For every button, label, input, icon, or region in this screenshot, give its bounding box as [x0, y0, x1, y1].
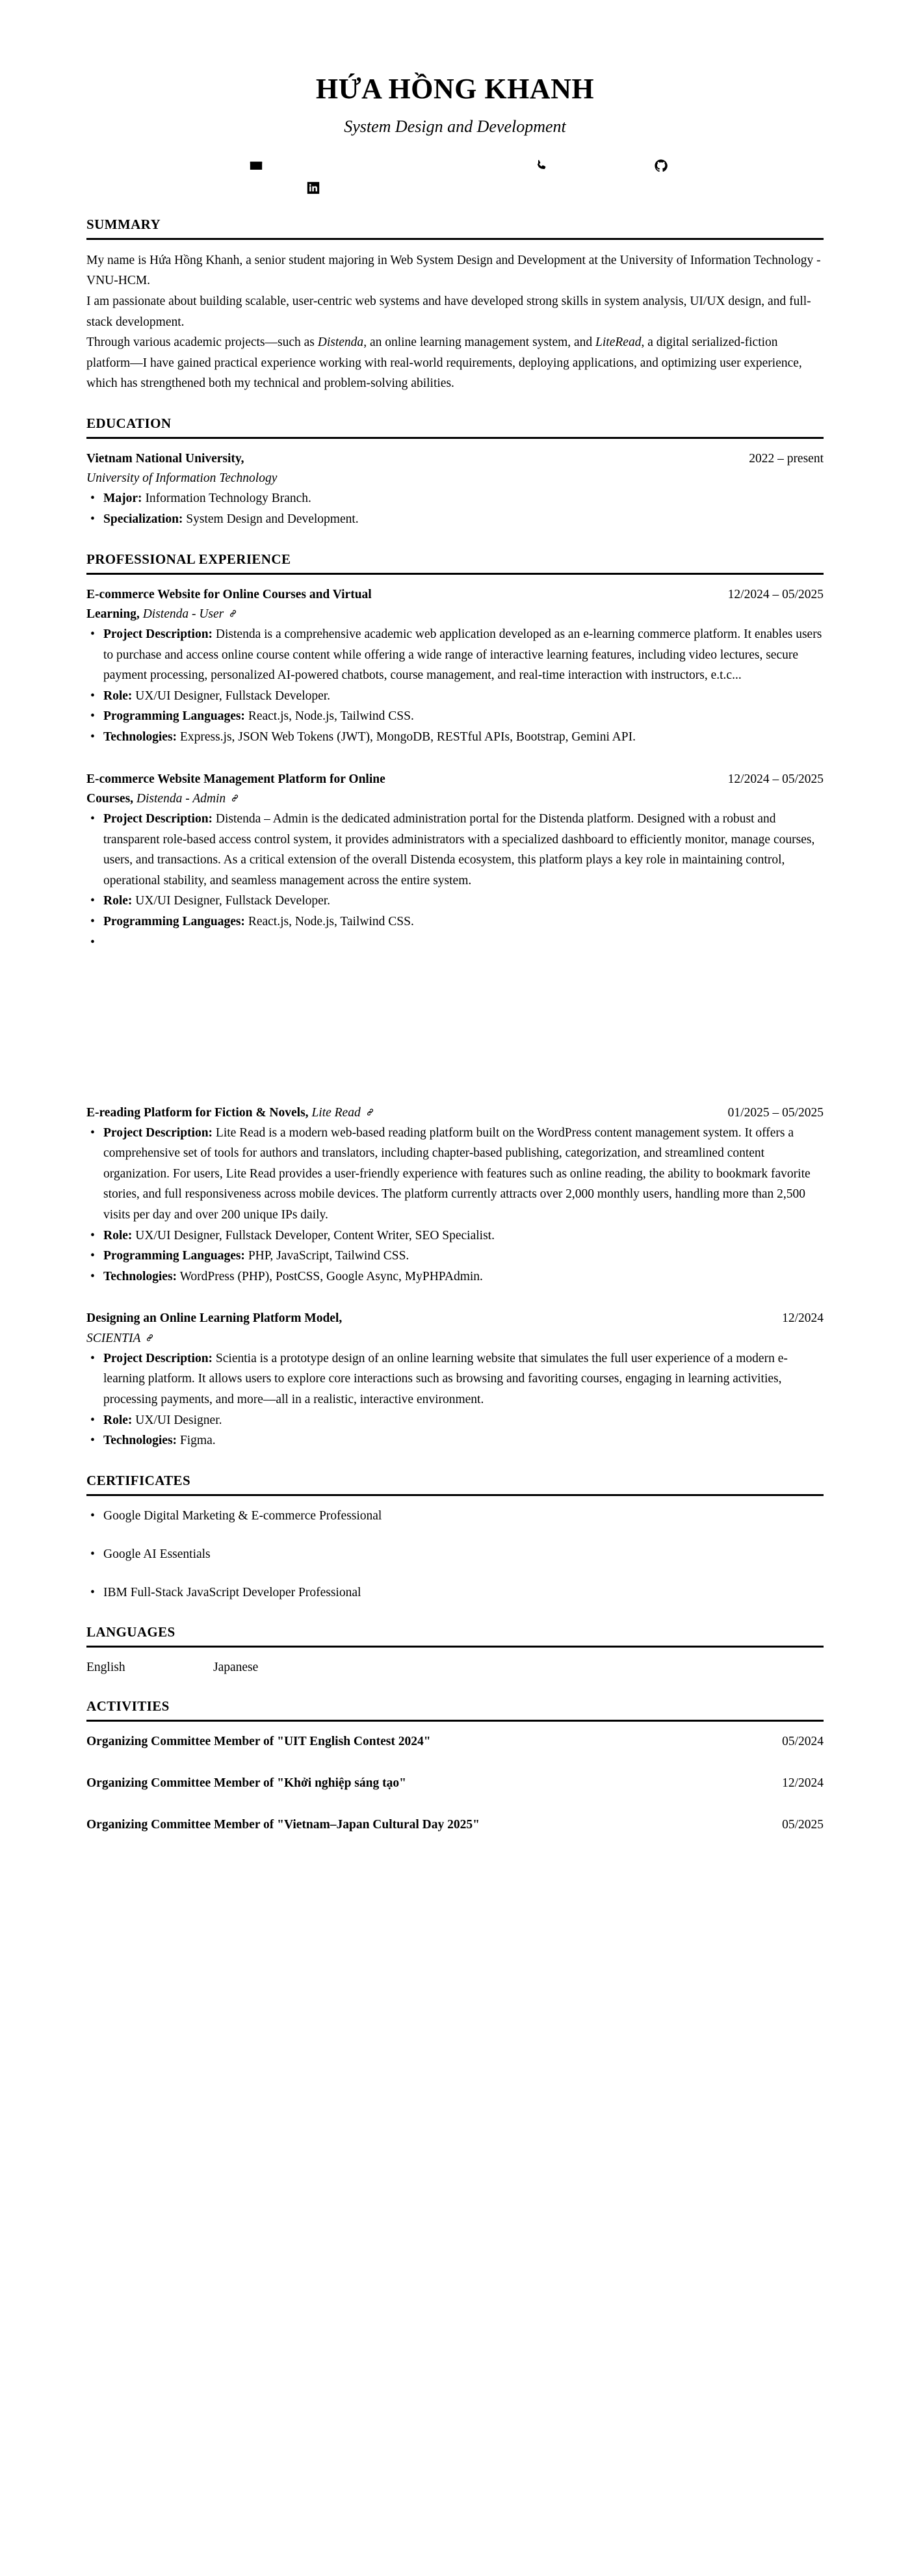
activity-date: 05/2025	[782, 1818, 824, 1832]
experience-project-name: Distenda - Admin	[133, 791, 226, 806]
activity-title: Organizing Committee Member of "Khởi nghiệp sáng tạo"	[86, 1776, 406, 1791]
email-icon	[249, 159, 263, 173]
candidate-subtitle: System Design and Development	[344, 116, 566, 136]
section-certificates	[86, 1473, 824, 1603]
bullet-label: Role:	[103, 894, 133, 908]
list-item	[86, 891, 824, 912]
activity-date: 05/2024	[782, 1734, 824, 1748]
experience-date: 12/2024	[782, 1311, 824, 1326]
list-item	[86, 686, 824, 707]
activity-head	[86, 1732, 824, 1752]
contact-row-secondary	[86, 181, 910, 195]
experience-entry-head	[86, 585, 824, 624]
education-entry-head	[86, 449, 824, 469]
experience-entry	[86, 770, 824, 953]
activity-head	[86, 1815, 824, 1835]
activity-entry	[86, 1815, 824, 1835]
language-item: English	[86, 1660, 125, 1674]
bullet-label: Project Description:	[103, 812, 213, 826]
experience-date: 12/2024 – 05/2025	[727, 587, 824, 601]
phone-icon	[534, 159, 549, 173]
section-title-languages: LANGUAGES	[86, 1623, 176, 1640]
bullet-text: UX/UI Designer, Fullstack Developer.	[132, 894, 331, 908]
bullet-text: Express.js, JSON Web Tokens (JWT), MongoDB, RESTful APIs, Bootstrap, Gemini API.	[177, 730, 636, 744]
activity-title: Organizing Committee Member of "Vietnam–Japan Cultural Day 2025"	[86, 1818, 480, 1832]
bullet-label: Technologies:	[103, 730, 177, 744]
summary-line-3-c: , an online learning management system, and	[363, 335, 596, 350]
section-title-activities: ACTIVITIES	[86, 1698, 170, 1714]
section-title-experience: PROFESSIONAL EXPERIENCE	[86, 551, 291, 567]
bullet-text: System Design and Development.	[183, 512, 359, 527]
bullet-label: Programming Languages:	[103, 709, 245, 724]
list-item	[86, 1246, 824, 1267]
list-item	[86, 1123, 824, 1226]
list-item	[86, 706, 824, 727]
experience-project-name: Distenda - User	[139, 607, 224, 621]
contact-phone[interactable]	[534, 159, 553, 173]
bullet-text: Lite Read is a modern web-based reading platform built on the WordPress content management system. It offers a comprehensive set of tools for authors and translators, including chapter-based publishing, categorization, and streamlined content organization. For users, Lite Read provides a user-friendly experience with features such as online reading, the ability to bookmark favorite stories, and full responsiveness across mobile devices. The platform currently attracts over 2,000 monthly users, handling more than 2,500 visits per day and over 200 unique IPs daily.	[103, 1125, 811, 1222]
summary-body	[86, 250, 824, 394]
contact-email[interactable]	[249, 159, 268, 173]
section-experience	[86, 552, 824, 1451]
bullet-label: Programming Languages:	[103, 914, 245, 928]
summary-line-3-e: , a digital serialized-fiction platform—I have gained practical experience working with real-world requirements, deploying applications, and optimizing user experience, which has strengthened both my technical and problem-solving abilities.	[86, 335, 802, 391]
experience-entry-head	[86, 1309, 824, 1348]
bullet-text: WordPress (PHP), PostCSS, Google Async, MyPHPAdmin.	[177, 1269, 483, 1283]
page-break-spacer	[86, 953, 824, 1103]
section-divider	[86, 1646, 824, 1648]
list-item	[86, 912, 824, 932]
education-school: Vietnam National University,	[86, 452, 244, 466]
bullet-label: Specialization:	[103, 512, 183, 527]
experience-entry-head	[86, 1103, 824, 1123]
summary-line-3	[86, 332, 824, 394]
link-icon[interactable]	[145, 1333, 155, 1343]
candidate-name: HỨA HỒNG KHANH	[315, 73, 595, 105]
list-item	[86, 509, 824, 530]
education-bullets	[86, 488, 824, 529]
list-item: • Google Digital Marketing & E-commerce Professional	[86, 1506, 824, 1525]
experience-title	[86, 585, 593, 624]
languages-row	[86, 1658, 824, 1677]
bullet-text: UX/UI Designer, Fullstack Developer, Content Writer, SEO Specialist.	[132, 1228, 495, 1242]
experience-title	[86, 1309, 593, 1348]
bullet-label: Role:	[103, 689, 133, 703]
experience-title-line2: Learning,	[86, 607, 140, 621]
experience-title	[86, 1103, 593, 1123]
bullet-text: React.js, Node.js, Tailwind CSS.	[244, 914, 414, 928]
list-item	[86, 1226, 824, 1246]
bullet-text: Figma.	[177, 1434, 216, 1448]
section-title-education: EDUCATION	[86, 415, 172, 431]
section-title-summary: SUMMARY	[86, 216, 161, 232]
section-summary	[86, 217, 824, 394]
experience-entry	[86, 1103, 824, 1287]
certificates-list	[86, 1506, 824, 1603]
experience-bullets	[86, 1123, 824, 1287]
experience-entry	[86, 585, 824, 748]
experience-title-line2: Courses,	[86, 791, 134, 806]
bullet-label: Project Description:	[103, 627, 213, 642]
list-item	[86, 809, 824, 891]
summary-project-distenda: Distenda	[317, 335, 364, 350]
linkedin-icon	[306, 181, 320, 195]
summary-line-2: I am passionate about building scalable, user-centric web systems and have developed strong skills in system analysis, UI/UX design, and full-stack development.	[86, 295, 811, 329]
experience-bullets	[86, 809, 824, 952]
list-item: • IBM Full-Stack JavaScript Developer Professional	[86, 1583, 824, 1602]
experience-project-name: SCIENTIA	[86, 1331, 141, 1345]
activity-title: Organizing Committee Member of "UIT English Contest 2024"	[86, 1734, 431, 1748]
bullet-label: Project Description:	[103, 1125, 213, 1140]
contact-linkedin[interactable]	[306, 181, 325, 195]
contact-github[interactable]	[654, 159, 673, 173]
experience-title-line1: Designing an Online Learning Platform Model,	[86, 1311, 343, 1326]
bullet-label: Major:	[103, 492, 142, 506]
bullet-text: Distenda – Admin is the dedicated administration portal for the Distenda platform. Designed with a robust and transparent role-based access control system, it provides administrators with a specialized dashboard to efficiently monitor, manage courses, users, and transactions. As a critical extension of the overall Distenda ecosystem, this platform plays a key role in maintaining control, operational stability, and seamless management across the entire system.	[103, 812, 815, 887]
activity-head	[86, 1774, 824, 1793]
list-item	[86, 1410, 824, 1431]
experience-project-name: Lite Read	[308, 1105, 361, 1120]
experience-bullets	[86, 624, 824, 747]
list-item	[86, 727, 824, 748]
section-languages	[86, 1625, 824, 1677]
experience-title-line1: E-reading Platform for Fiction & Novels,	[86, 1105, 309, 1120]
bullet-label: Programming Languages:	[103, 1249, 245, 1263]
list-item	[86, 1267, 824, 1287]
list-item	[86, 488, 824, 509]
bullet-label: Project Description:	[103, 1351, 213, 1365]
section-divider	[86, 238, 824, 240]
list-item	[86, 1430, 824, 1451]
bullet-text: Distenda is a comprehensive academic web application developed as an e-learning commerce platform. It enables users to purchase and access online course content while offering a wide range of interactive learning features, including video lectures, secure payment processing, personalized AI-powered chatbots, course management, and real-time interaction with instructors, e.t.c...	[103, 627, 822, 683]
bullet-label: Role:	[103, 1413, 133, 1427]
contact-row-primary	[86, 159, 824, 173]
bullet-text: UX/UI Designer, Fullstack Developer.	[132, 689, 331, 703]
experience-entry-head	[86, 770, 824, 809]
github-icon	[654, 159, 668, 173]
list-item	[86, 1348, 824, 1410]
education-entry	[86, 449, 824, 530]
experience-title-line1: E-commerce Website for Online Courses and Virtual	[86, 587, 372, 601]
experience-title-line1: E-commerce Website Management Platform for Online	[86, 772, 385, 786]
list-item	[86, 624, 824, 686]
link-icon[interactable]	[365, 1107, 375, 1117]
experience-entry	[86, 1309, 824, 1451]
section-divider	[86, 1720, 824, 1722]
section-activities	[86, 1699, 824, 1835]
section-title-certificates: CERTIFICATES	[86, 1472, 191, 1488]
list-item-empty	[86, 932, 824, 953]
bullet-text: PHP, JavaScript, Tailwind CSS.	[244, 1249, 410, 1263]
section-divider	[86, 573, 824, 575]
link-icon[interactable]	[228, 609, 238, 618]
list-item: • Google AI Essentials	[86, 1545, 824, 1564]
activity-entry	[86, 1774, 824, 1793]
bullet-label: Role:	[103, 1228, 133, 1242]
activity-entry	[86, 1732, 824, 1752]
bullet-text: React.js, Node.js, Tailwind CSS.	[244, 709, 414, 724]
education-date: 2022 – present	[749, 452, 824, 466]
activity-date: 12/2024	[782, 1776, 824, 1791]
bullet-label: Technologies:	[103, 1434, 177, 1448]
bullet-text: Information Technology Branch.	[142, 492, 311, 506]
section-divider	[86, 437, 824, 439]
summary-line-3-a: Through various academic projects—such as	[86, 335, 318, 350]
experience-date: 01/2025 – 05/2025	[727, 1105, 824, 1120]
link-icon[interactable]	[230, 793, 240, 803]
section-divider	[86, 1494, 824, 1496]
experience-bullets	[86, 1348, 824, 1451]
education-faculty: University of Information Technology	[86, 471, 278, 486]
experience-title	[86, 770, 593, 809]
bullet-label: Technologies:	[103, 1269, 177, 1283]
bullet-text: Scientia is a prototype design of an online learning website that simulates the full user experience of a modern e-learning platform. It allows users to explore core interactions such as browsing and favoriting courses, engaging in learning activities, processing payments, and more—all in a realistic, interactive environment.	[103, 1351, 788, 1406]
summary-project-literead: LiteRead	[595, 335, 642, 350]
summary-line-1: My name is Hứa Hồng Khanh, a senior student majoring in Web System Design and Development at the University of Information Technology - VNU-HCM.	[86, 253, 821, 288]
experience-date: 12/2024 – 05/2025	[727, 772, 824, 786]
bullet-text: UX/UI Designer.	[132, 1413, 222, 1427]
resume-header	[86, 0, 824, 195]
section-education	[86, 416, 824, 530]
language-item: Japanese	[213, 1660, 259, 1674]
